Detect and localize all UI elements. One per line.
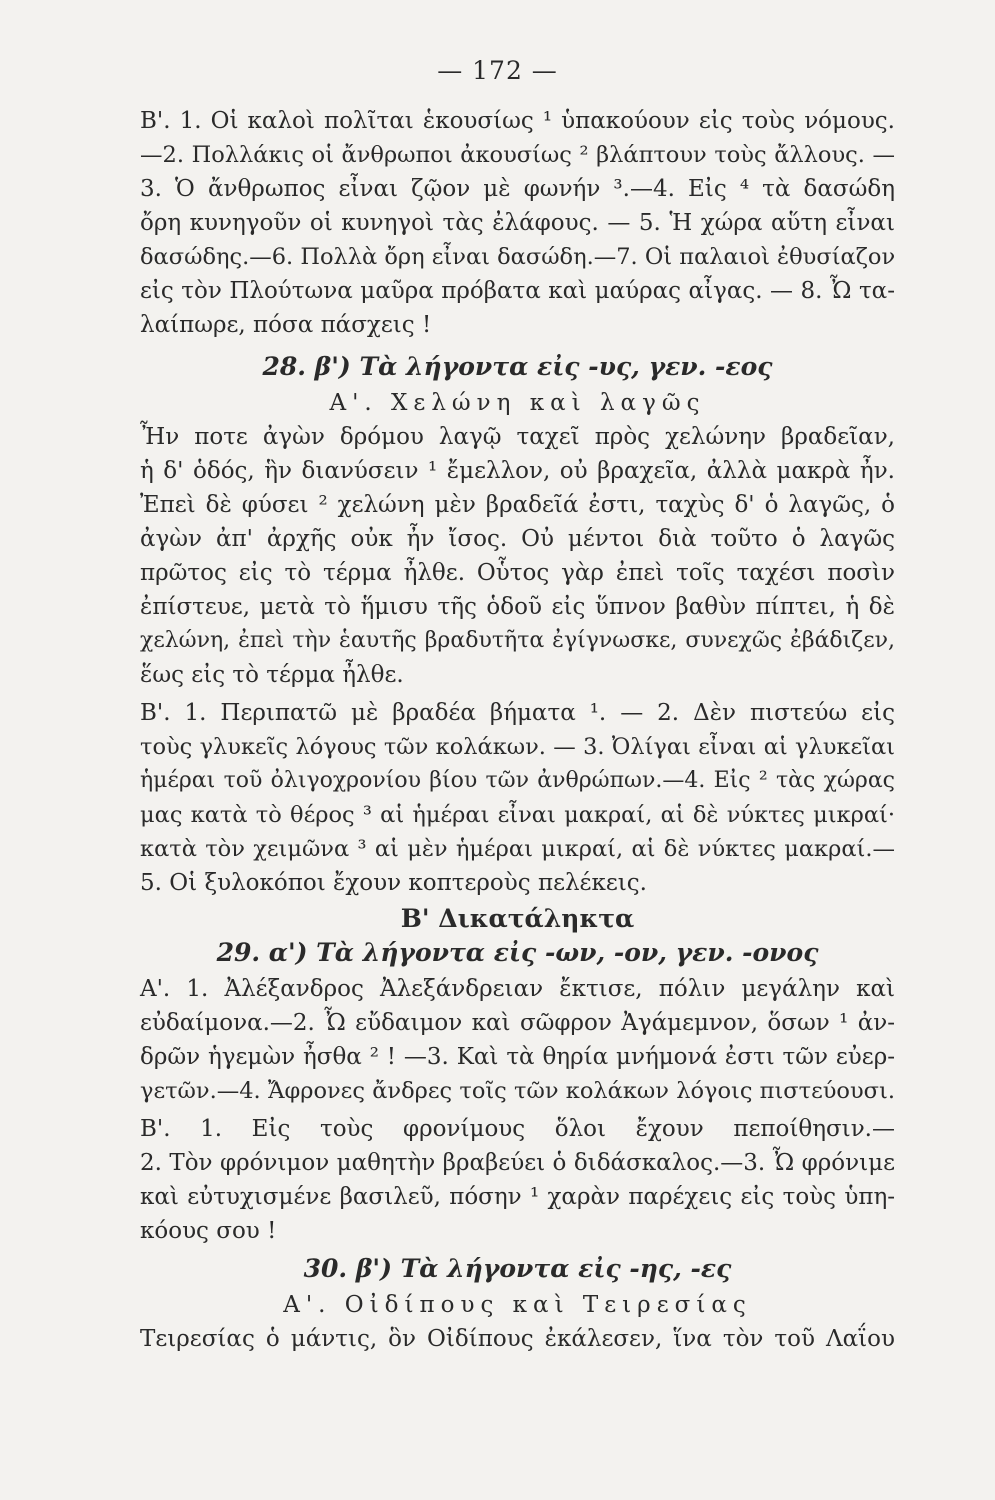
text-line: πρῶτος εἰς τὸ τέρμα ἦλθε. Οὗτος γὰρ ἐπεὶ τοῖς ταχέσι ποσὶν	[140, 560, 895, 586]
text-line: Τειρεσίας ὁ μάντις, ὃν Οἰδίπους ἐκάλεσεν, ἵνα τὸν τοῦ Λαΐου	[140, 1326, 895, 1352]
text-line: δασώδης.—6. Πολλὰ ὄρη εἶναι δασώδη.—7. Οἱ παλαιοὶ ἐθυσίαζον	[140, 244, 896, 270]
story-title-oidipous: Α'. Οἰδίπους καὶ Τειρεσίας	[283, 1292, 752, 1318]
text-line: Β'. 1. Εἰς τοὺς φρονίμους ὅλοι ἔχουν πεποίθησιν.—	[140, 1116, 895, 1142]
text-line: μας κατὰ τὸ θέρος ³ αἱ ἡμέραι εἶναι μακραί, αἱ δὲ νύκτες μικραί·	[140, 802, 895, 828]
text-line: εἰς τὸν Πλούτωνα μαῦρα πρόβατα καὶ μαύρας αἶγας. — 8. Ὦ τα-	[140, 278, 895, 304]
text-line: γετῶν.—4. Ἄφρονες ἄνδρες τοῖς τῶν κολάκων λόγοις πιστεύουσι.	[140, 1078, 895, 1104]
text-line: Ἐπεὶ δὲ φύσει ² χελώνη μὲν βραδεῖά ἐστι, ταχὺς δ' ὁ λαγῶς, ὁ	[140, 492, 895, 518]
text-line: τοὺς γλυκεῖς λόγους τῶν κολάκων. — 3. Ὀλίγαι εἶναι αἱ γλυκεῖαι	[140, 734, 895, 760]
text-line: 5. Οἱ ξυλοκόποι ἔχουν κοπτεροὺς πελέκεις.	[140, 870, 647, 896]
subsection-heading: Β' Δικατάληκτα	[400, 904, 635, 933]
text-line: 2. Τὸν φρόνιμον μαθητὴν βραβεύει ὁ διδάσκαλος.—3. Ὦ φρόνιμε	[140, 1150, 895, 1176]
text-line: χελώνη, ἐπεὶ τὴν ἑαυτῆς βραδυτῆτα ἐγίγνωσκε, συνεχῶς ἐβάδιζεν,	[140, 628, 895, 653]
text-line: ἡμέραι τοῦ ὀλιγοχρονίου βίου τῶν ἀνθρώπων.—4. Εἰς ² τὰς χώρας	[140, 768, 895, 793]
text-line: Α'. 1. Ἀλέξανδρος Ἀλεξάνδρειαν ἔκτισε, πόλιν μεγάλην καὶ	[140, 976, 895, 1002]
page-number: — 172 —	[437, 56, 558, 85]
section-heading-30: 30. β') Τὰ λήγοντα εἰς -ης, -ες	[303, 1254, 732, 1283]
text-line: ἕως εἰς τὸ τέρμα ἦλθε.	[140, 662, 404, 688]
text-line: ἐπίστευε, μετὰ τὸ ἥμισυ τῆς ὁδοῦ εἰς ὕπνον βαθὺν πίπτει, ἡ δὲ	[140, 594, 895, 620]
text-line: δρῶν ἡγεμὼν ἦσθα ² ! —3. Καὶ τὰ θηρία μνήμονά ἐστι τῶν εὐερ-	[140, 1044, 895, 1070]
text-line: 3. Ὁ ἄνθρωπος εἶναι ζῷον μὲ φωνήν ³.—4. Εἰς ⁴ τὰ δασώδη	[140, 176, 895, 202]
text-line: ἀγὼν ἀπ' ἀρχῆς οὐκ ἦν ἴσος. Οὐ μέντοι διὰ τοῦτο ὁ λαγῶς	[140, 526, 895, 552]
text-line: κόους σου !	[140, 1218, 277, 1244]
text-line: κατὰ τὸν χειμῶνα ³ αἱ μὲν ἡμέραι μικραί, αἱ δὲ νύκτες μακραί.—	[140, 836, 895, 862]
text-line: —2. Πολλάκις οἱ ἄνθρωποι ἀκουσίως ² βλάπτουν τοὺς ἄλλους. —	[140, 142, 895, 168]
story-title-chelone: Α'. Χελώνη καὶ λαγῶς	[329, 390, 706, 416]
text-line: λαίπωρε, πόσα πάσχεις !	[140, 312, 432, 338]
text-line: ὄρη κυνηγοῦν οἱ κυνηγοὶ τὰς ἐλάφους. — 5. Ἡ χώρα αὕτη εἶναι	[140, 210, 895, 236]
text-line: ἡ δ' ὁδός, ἣν διανύσειν ¹ ἔμελλον, οὐ βραχεῖα, ἀλλὰ μακρὰ ἦν.	[140, 458, 895, 484]
text-line: εὐδαίμονα.—2. Ὦ εὔδαιμον καὶ σῶφρον Ἀγάμεμνον, ὅσων ¹ ἀν-	[140, 1010, 895, 1036]
text-line: Ἦν ποτε ἀγὼν δρόμου λαγῷ ταχεῖ πρὸς χελώνην βραδεῖαν,	[140, 424, 895, 450]
text-line: Β'. 1. Περιπατῶ μὲ βραδέα βήματα ¹. — 2. Δὲν πιστεύω εἰς	[140, 700, 895, 726]
text-line: Β'. 1. Οἱ καλοὶ πολῖται ἑκουσίως ¹ ὑπακούουν εἰς τοὺς νόμους.	[140, 108, 895, 134]
text-line: καὶ εὐτυχισμένε βασιλεῦ, πόσην ¹ χαρὰν παρέχεις εἰς τοὺς ὑπη-	[140, 1184, 895, 1210]
section-heading-28: 28. β') Τὰ λήγοντα εἰς -υς, γεν. -εος	[262, 352, 773, 381]
section-heading-29: 29. α') Τὰ λήγοντα εἰς -ων, -ον, γεν. -ονος	[216, 938, 819, 967]
